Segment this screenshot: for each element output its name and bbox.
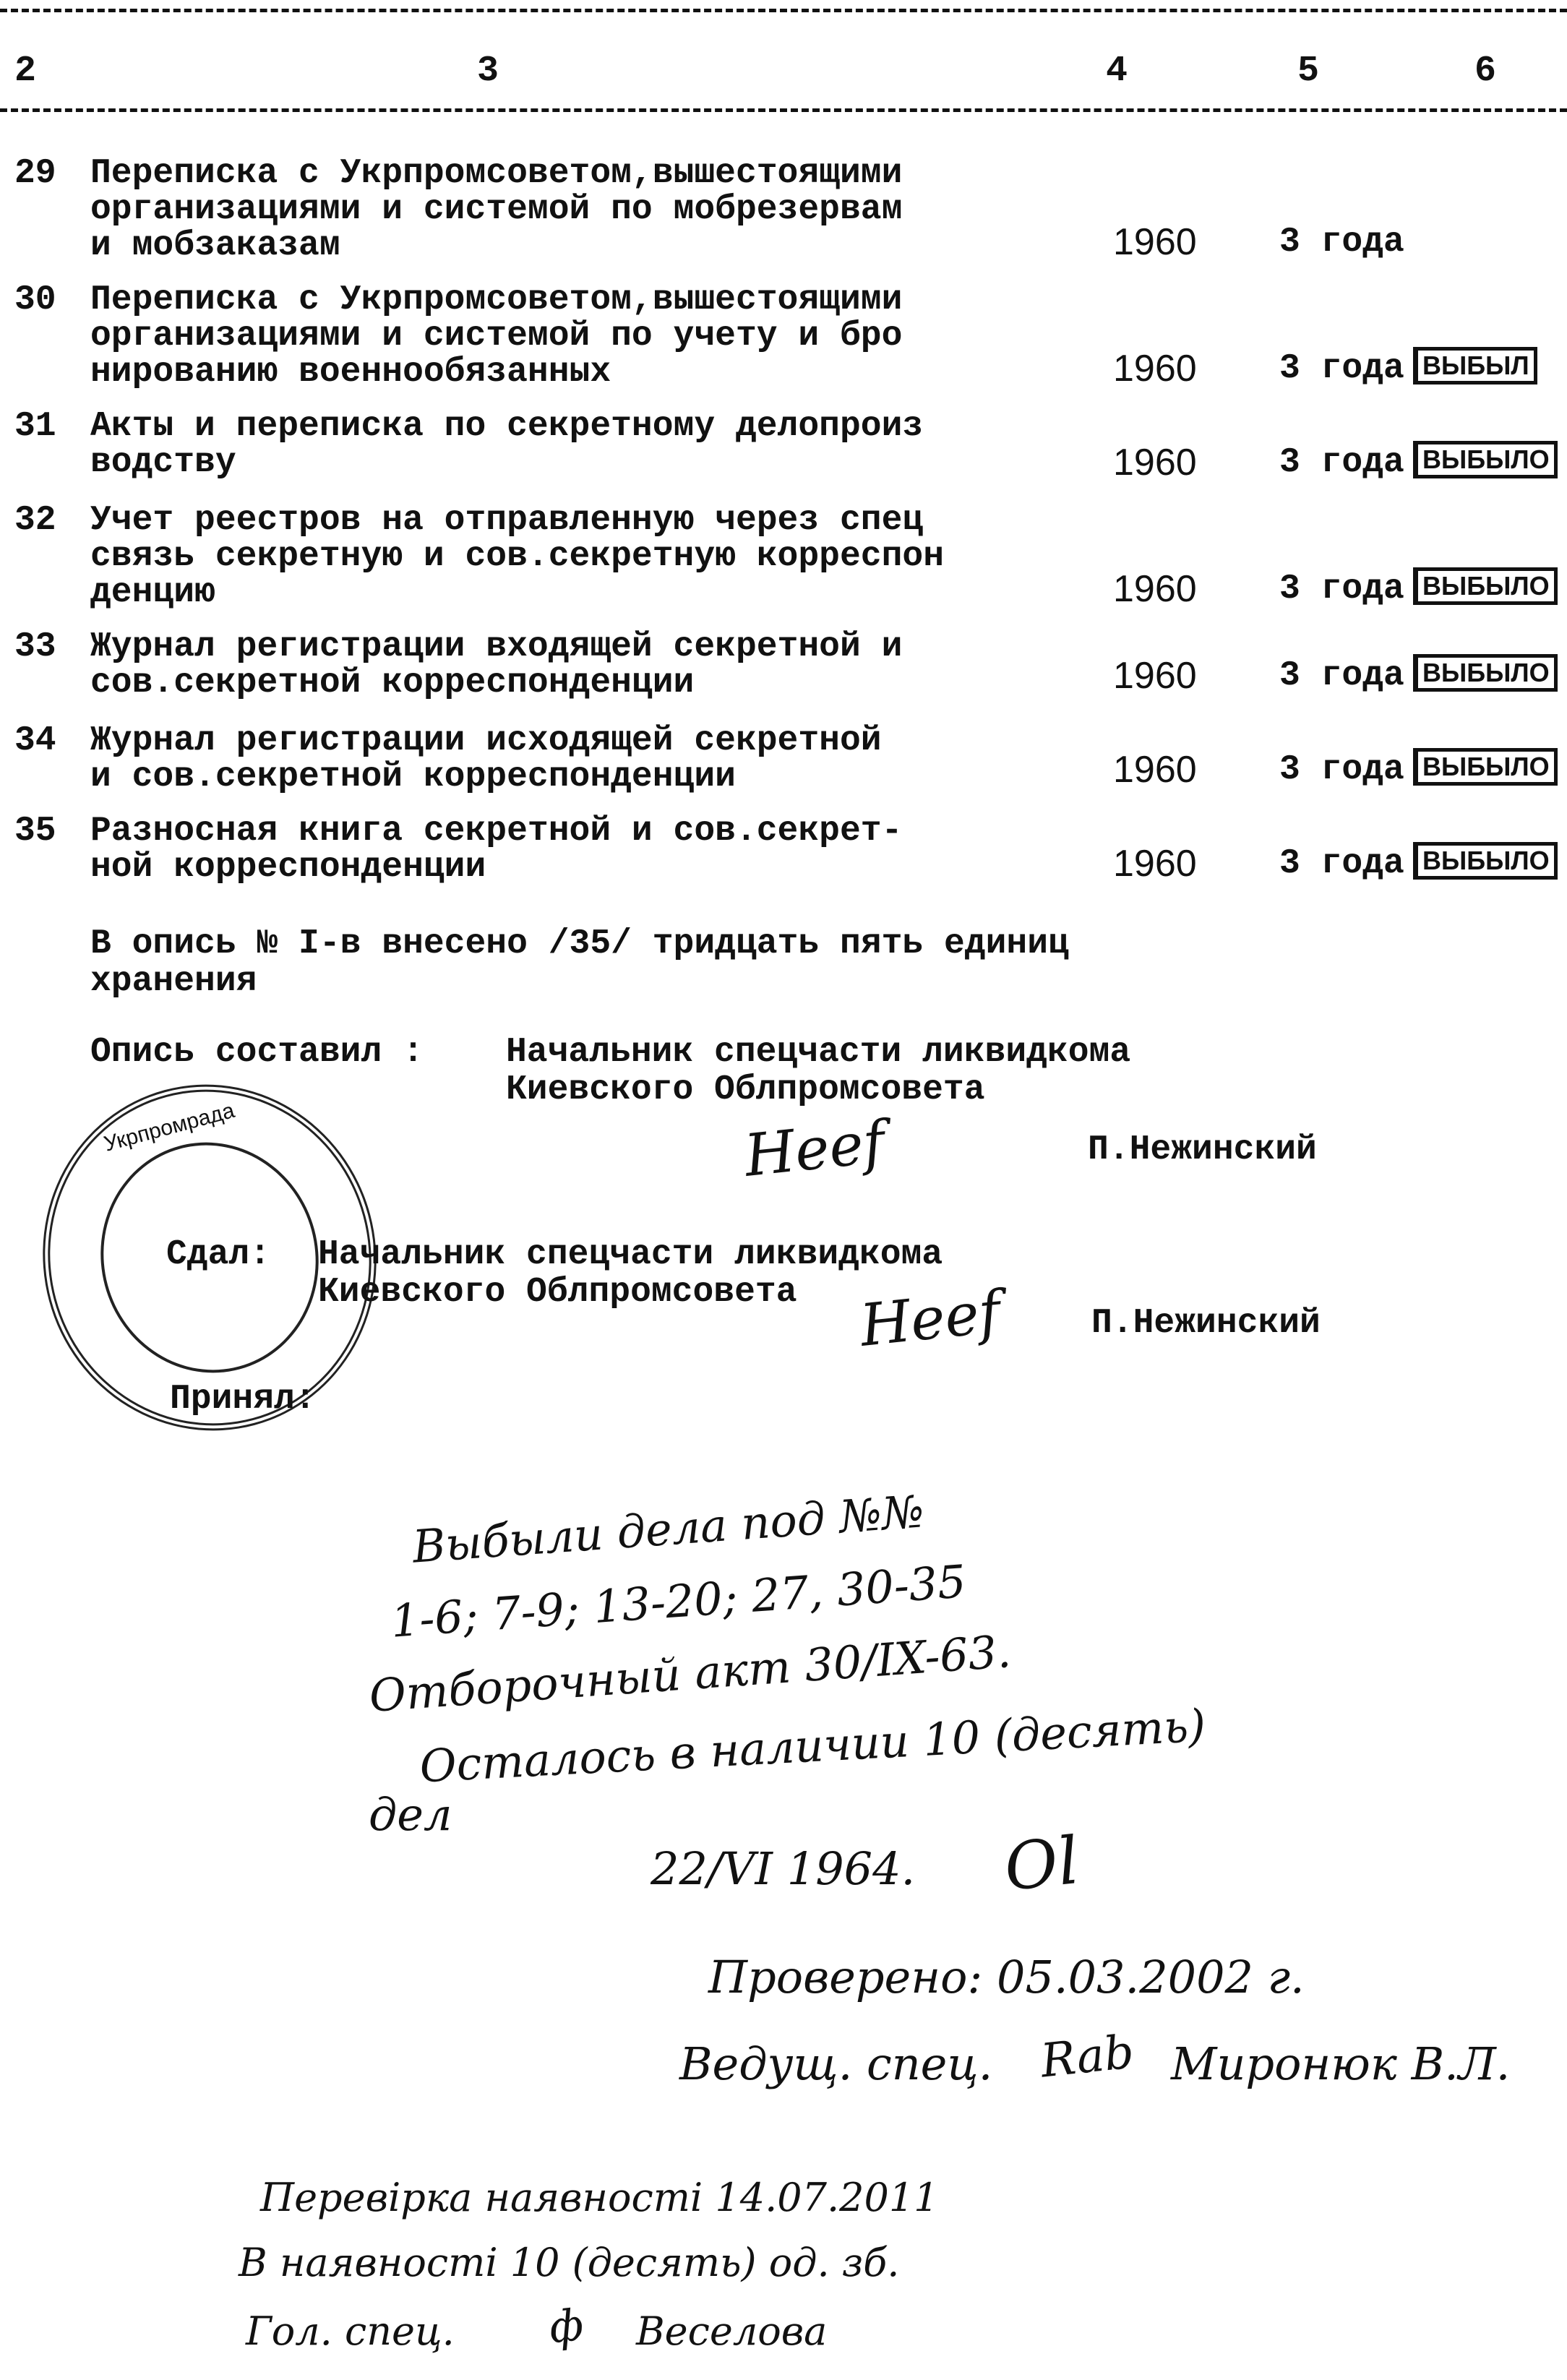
row-period: 3 года (1279, 223, 1404, 262)
withdrawn-stamp: ВЫБЫЛО (1413, 842, 1558, 880)
check-2011-note: Перевірка наявності 14.07.2011 (260, 2175, 939, 2220)
withdrawn-stamp: ВЫБЫЛО (1413, 654, 1558, 692)
received-label: Принял: (170, 1380, 316, 1419)
withdrawn-stamp: ВЫБЫЛО (1413, 748, 1558, 786)
seal-text: Укрпромрада (101, 1098, 237, 1156)
withdrawn-stamp: ВЫБЫЛ (1413, 347, 1537, 385)
compiled-name: П.Нежинский (1088, 1130, 1317, 1169)
row-year: 1960 (1113, 348, 1197, 390)
row-number: 31 (14, 407, 56, 446)
row-period: 3 года (1279, 443, 1404, 482)
column-header-2: 2 (14, 51, 37, 92)
handwritten-note: Выбыли дела под №№ (411, 1485, 926, 1573)
row-year: 1960 (1113, 221, 1197, 263)
column-header-5: 5 (1297, 51, 1320, 92)
column-header-3: 3 (477, 51, 499, 92)
row-title: Переписка с Укрпромсоветом,вышестоящими организациями и системой по мобрезервам и мобзаказам (90, 154, 903, 265)
row-year: 1960 (1113, 749, 1197, 791)
check-2011-count: В наявності 10 (десять) од. зб. (239, 2240, 900, 2285)
verifier-signature: Rab (1038, 2025, 1137, 2089)
header-bottom-rule (0, 108, 1567, 112)
row-number: 29 (14, 154, 56, 193)
handwritten-note: 1-6; 7-9; 13-20; 27, 30-35 (389, 1555, 968, 1648)
handwritten-note: дел (369, 1788, 452, 1841)
header-top-rule (0, 9, 1567, 12)
row-year: 1960 (1113, 655, 1197, 697)
verification-role: Ведущ. спец. (679, 2037, 993, 2090)
row-period: 3 года (1279, 750, 1404, 789)
check-2011-signature: ф (546, 2299, 586, 2354)
row-title: Переписка с Укрпромсоветом,вышестоящими организациями и системой по учету и бро нированию военнообязанных (90, 280, 903, 392)
withdrawn-stamp: ВЫБЫЛО (1413, 441, 1558, 478)
row-title: Акты и переписка по секретному делопроиз водству (90, 407, 924, 482)
row-year: 1960 (1113, 843, 1197, 885)
row-number: 35 (14, 812, 56, 851)
row-period: 3 года (1279, 656, 1404, 695)
row-title: Журнал регистрации входящей секретной и сов.секретной корреспонденции (90, 627, 903, 703)
handwritten-note: Осталось в наличии 10 (десять) (418, 1698, 1207, 1793)
row-number: 30 (14, 280, 56, 319)
row-period: 3 года (1279, 844, 1404, 883)
compiled-position: Начальник спецчасти ликвидкома Киевского Облпромсовета (506, 1033, 1131, 1109)
column-header-4: 4 (1106, 51, 1128, 92)
handed-position: Начальник спецчасти ликвидкома Киевского Облпромсовета (318, 1235, 943, 1312)
handwritten-signature: Ol (1000, 1822, 1083, 1907)
row-period: 3 года (1279, 349, 1404, 388)
check-2011-role: Гол. спец. (246, 2308, 455, 2354)
handed-name: П.Нежинский (1091, 1304, 1321, 1343)
verification-note: Проверено: 05.03.2002 г. (708, 1951, 1305, 2003)
row-number: 34 (14, 721, 56, 760)
compiled-label: Опись составил : (90, 1033, 424, 1072)
summary-text: В опись № I-в внесено /35/ тридцать пять единиц хранения (90, 924, 1069, 1001)
check-2011-name: Веселова (636, 2308, 828, 2354)
withdrawn-stamp: ВЫБЫЛО (1413, 567, 1558, 605)
compiled-signature: Heef (741, 1108, 888, 1190)
row-period: 3 года (1279, 570, 1404, 609)
column-header-6: 6 (1474, 51, 1497, 92)
row-number: 33 (14, 627, 56, 666)
handed-label: Сдал: (166, 1235, 271, 1274)
row-year: 1960 (1113, 568, 1197, 610)
handed-signature: Heef (857, 1278, 1004, 1359)
row-number: 32 (14, 501, 56, 540)
handwritten-note: Отборочный акт 30/IX-63. (367, 1625, 1013, 1722)
row-title: Разносная книга секретной и сов.секрет- ной корреспонденции (90, 812, 903, 887)
row-title: Учет реестров на отправленную через спец связь секретную и сов.секретную корреспон денцию (90, 501, 944, 612)
row-year: 1960 (1113, 442, 1197, 484)
verifier-name: Миронюк В.Л. (1171, 2037, 1511, 2090)
handwritten-date: 22/VI 1964. (651, 1842, 916, 1895)
row-title: Журнал регистрации исходящей секретной и сов.секретной корреспонденции (90, 721, 882, 796)
